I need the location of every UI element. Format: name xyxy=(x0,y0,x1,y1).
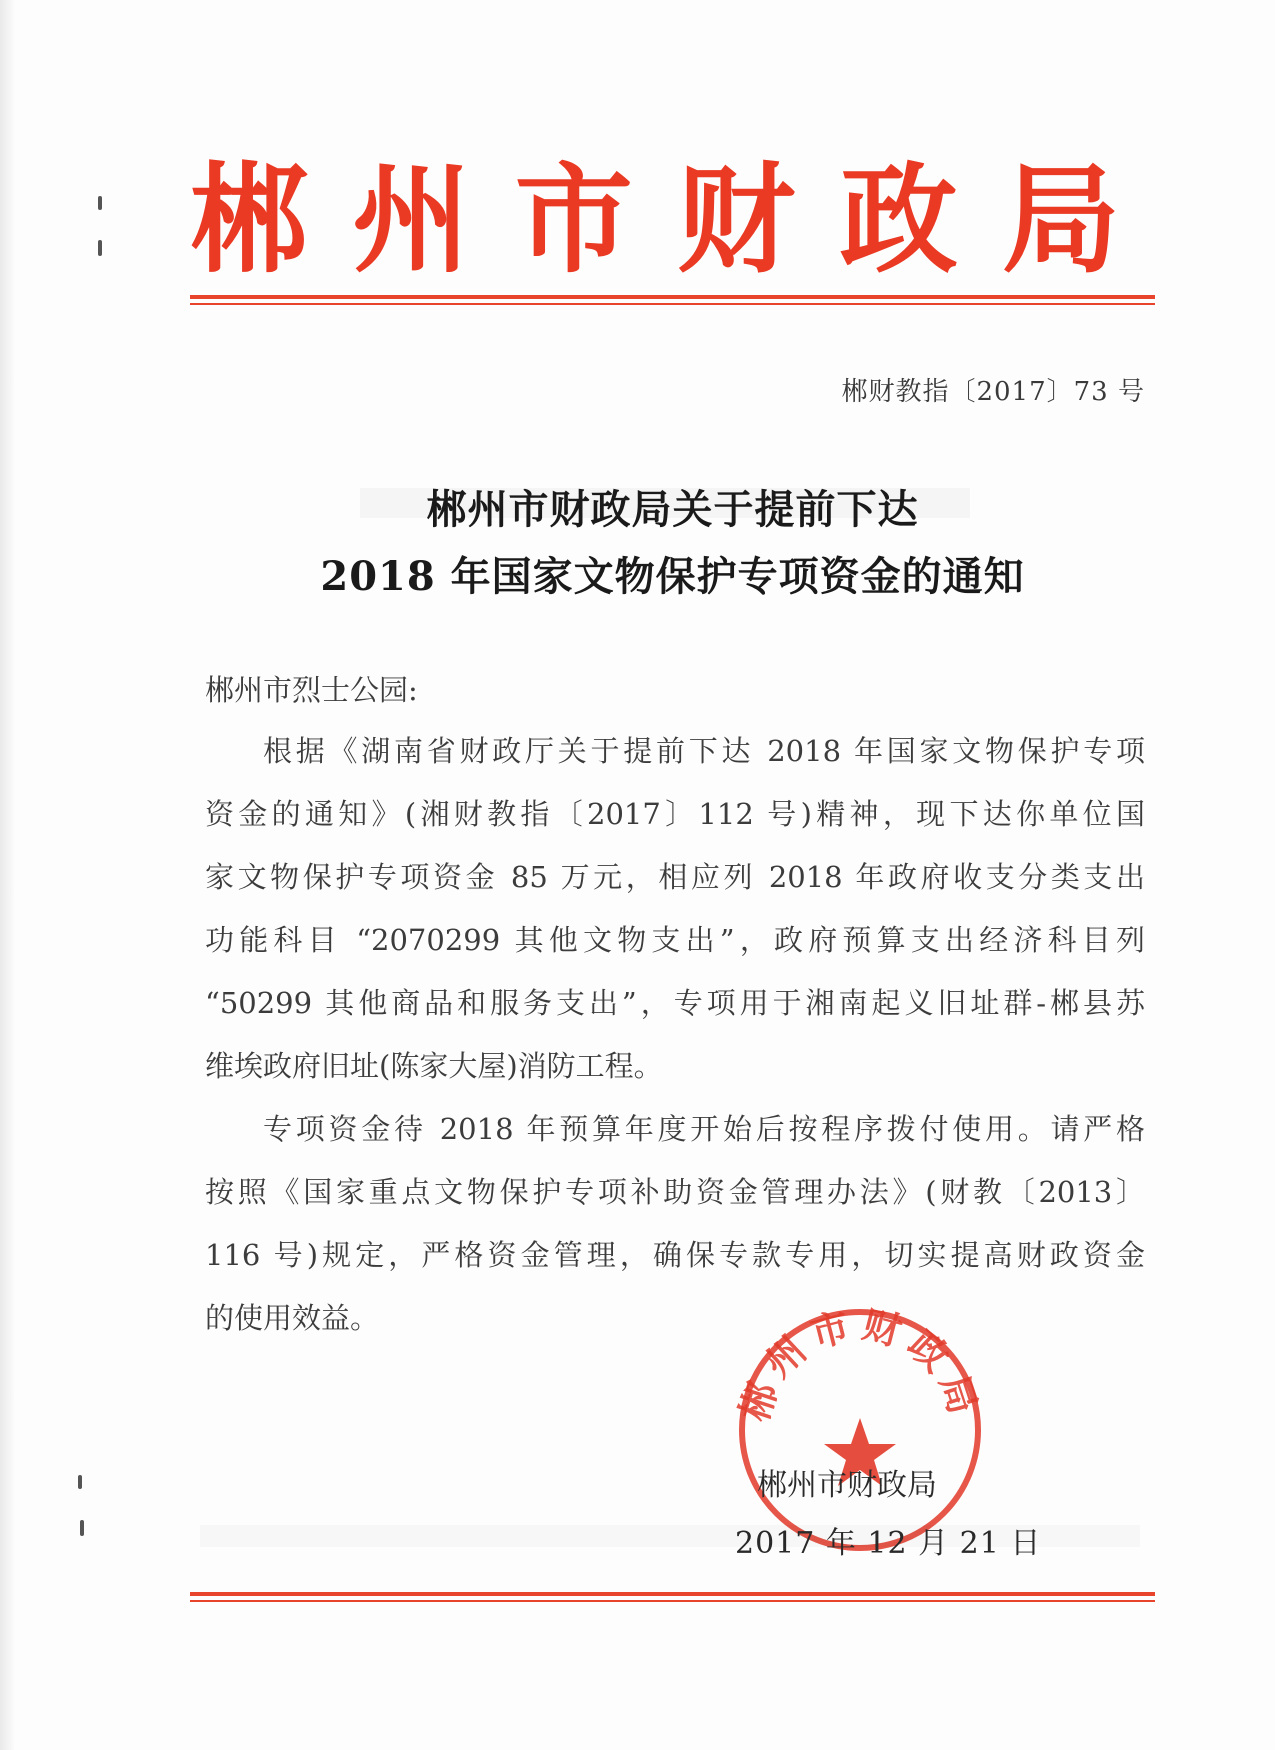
paragraph-line: “50299 其他商品和服务支出”，专项用于湘南起义旧址群-郴县苏 xyxy=(205,986,1145,1020)
page-left-edge xyxy=(0,0,14,1750)
letterhead-char: 政 xyxy=(839,151,958,289)
paragraph-line: 专项资金待 2018 年预算年度开始后按程序拨付使用。请严格 xyxy=(263,1112,1145,1146)
letterhead-char: 局 xyxy=(1001,151,1120,289)
binding-mark xyxy=(98,240,102,256)
document-title-line2: 2018 年国家文物保护专项资金的通知 xyxy=(320,553,1025,600)
seal-text: 郴州市财政局 xyxy=(732,1302,988,1427)
letterhead-char: 州 xyxy=(352,151,471,289)
paragraph-line: 按照《国家重点文物保护专项补助资金管理办法》(财教〔2013〕 xyxy=(205,1175,1145,1209)
letterhead-char: 郴 xyxy=(190,151,309,289)
paragraph-line: 的使用效益。 xyxy=(205,1301,380,1335)
salutation xyxy=(205,659,1145,722)
binding-mark xyxy=(98,196,102,210)
document-title-line1: 郴州市财政局关于提前下达 xyxy=(426,486,919,533)
binding-mark xyxy=(78,1475,82,1489)
header-red-rule-thick xyxy=(190,295,1155,299)
svg-text:郴州市财政局 xyxy=(732,1302,988,1427)
paragraph-line: 维埃政府旧址(陈家大屋)消防工程。 xyxy=(205,1049,663,1083)
letterhead-char: 市 xyxy=(514,151,633,289)
binding-mark xyxy=(80,1520,84,1536)
paragraph-line: 功能科目 “2070299 其他文物支出”，政府预算支出经济科目列 xyxy=(205,923,1145,957)
header-red-rule-thin xyxy=(190,303,1155,305)
footer-red-rule-thick xyxy=(190,1592,1155,1596)
signature-organization: 郴州市财政局 xyxy=(757,1468,937,1503)
paragraph-2 xyxy=(205,1098,1145,1350)
letterhead-char: 财 xyxy=(677,151,796,289)
paragraph-line: 116 号)规定，严格资金管理，确保专款专用，切实提高财政资金 xyxy=(205,1238,1145,1272)
letterhead xyxy=(190,140,1120,289)
paragraph-line: 家文物保护专项资金 85 万元，相应列 2018 年政府收支分类支出 xyxy=(205,860,1145,894)
salutation-text: 郴州市烈士公园: xyxy=(205,673,418,707)
document-number: 郴财教指〔2017〕73 号 xyxy=(841,377,1145,407)
footer-red-rule-thin xyxy=(190,1600,1155,1602)
show-through-mark xyxy=(200,1525,1140,1547)
paragraph-line: 根据《湖南省财政厅关于提前下达 2018 年国家文物保护专项 xyxy=(263,734,1145,768)
signature-date: 2017 年 12 月 21 日 xyxy=(735,1526,1042,1561)
paragraph-line: 资金的通知》(湘财教指〔2017〕112 号)精神，现下达你单位国 xyxy=(205,797,1145,831)
paragraph-1 xyxy=(205,720,1145,1098)
